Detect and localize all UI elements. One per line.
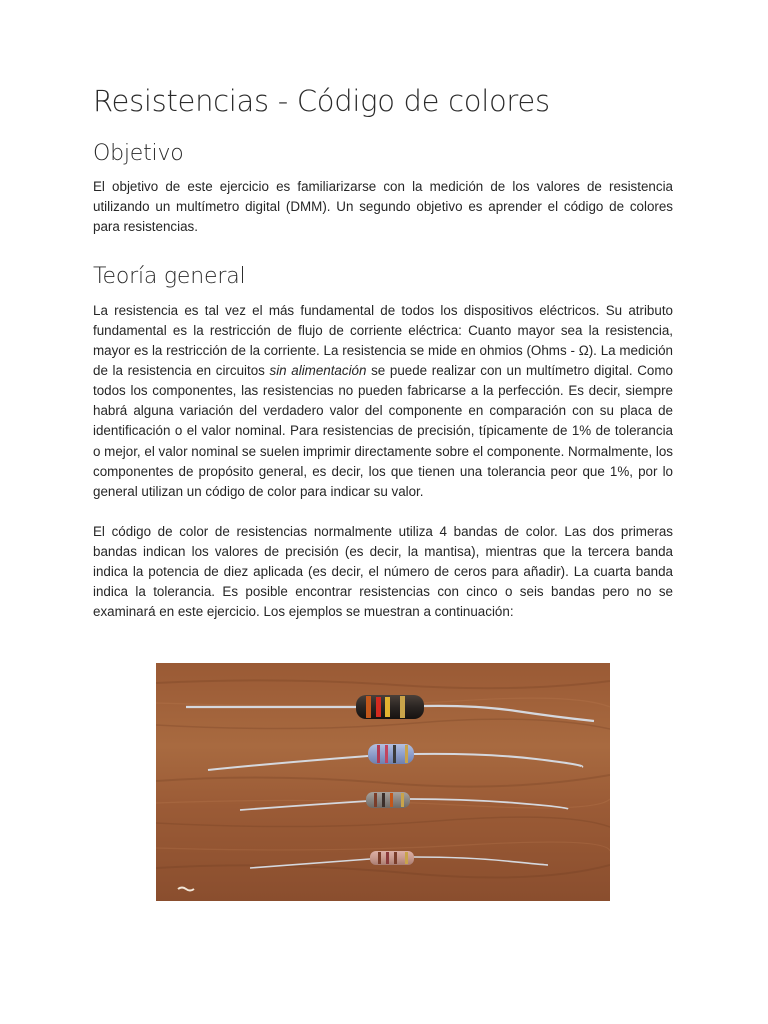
section-heading-teoria: Teoría general [93,264,246,290]
paragraph-teoria-1-part-b: se puede realizar con un multímetro digital. Como todos los componentes, las resistencias no pueden fabricarse a la perfección. Es decir, siempre habrá alguna variación del verdadero valor del componente en comparación con su placa de identificación o el valor nominal. Para resistencias de precisión, típicamente de 1% de tolerancia o mejor, el valor nominal se suelen imprimir directamente sobre el componente. Normalmente, los componentes de propósito general, es decir, los que tienen una tolerancia peor que 1%, por lo general utilizan un código de color para indicar su valor. [93,363,673,499]
section-heading-objetivo: Objetivo [93,140,184,166]
paragraph-teoria-1 [93,301,673,502]
page-title: Resistencias - Código de colores [93,84,550,118]
document-page [93,84,673,622]
paragraph-teoria-1-part-a: La resistencia es tal vez el más fundamental de todos los dispositivos eléctricos. Su atributo fundamental es la restricción de flujo de corriente eléctrica: Cuanto mayor sea la resistencia, mayor es la restricción de la corriente. La resistencia se mide en ohmios (Ohms - Ω). La medición de la resistencia en circuitos [93,302,673,379]
emphasis-sin-alimentacion: sin alimentación [269,363,367,379]
resistors-photo [156,663,610,901]
paragraph-teoria-2: El código de color de resistencias normalmente utiliza 4 bandas de color. Las dos primeras bandas indican los valores de precisión (es decir, la mantisa), mientras que la tercera banda indica la potencia de diez aplicada (es decir, el número de ceros para añadir). La cuarta banda indica la tolerancia. Es posible encontrar resistencias con cinco o seis bandas pero no se examinará en este ejercicio. Los ejemplos se muestran a continuación: [93,523,673,620]
paragraph-objetivo: El objetivo de este ejercicio es familiarizarse con la medición de los valores de resistencia utilizando un multímetro digital (DMM). Un segundo objetivo es aprender el código de colores para resistencias. [93,179,673,235]
